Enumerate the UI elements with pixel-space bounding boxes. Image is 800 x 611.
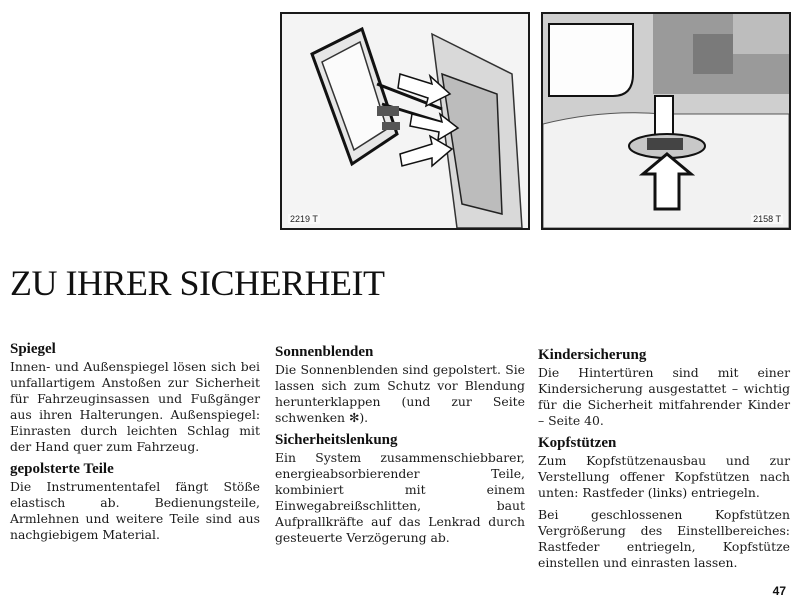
text-gepolsterte-teile: Die Instrumententafel fängt Stöße elastisch ab. Bedienungsteile, Armlehnen und weitere Teile sind aus nachgiebigem Material. bbox=[10, 479, 260, 542]
column-left bbox=[10, 341, 260, 549]
column-right bbox=[538, 347, 790, 577]
text-spiegel: Innen- und Außenspiegel lösen sich bei unfallartigem Anstoßen zur Sicherheit für Fahrzeuginsassen und Fußgänger aus ihren Halterungen. Außenspiegel: Einrasten durch leichten Schlag mit der Hand quer zum Fahrzeug. bbox=[10, 359, 260, 454]
interior-mirror-illustration bbox=[282, 14, 528, 228]
column-middle bbox=[275, 344, 525, 552]
heading-kindersicherung: Kindersicherung bbox=[538, 347, 647, 363]
heading-spiegel: Spiegel bbox=[10, 341, 56, 357]
headrest-illustration bbox=[543, 14, 789, 228]
heading-sicherheitslenkung: Sicherheitslenkung bbox=[275, 432, 398, 448]
heading-sonnenblenden: Sonnenblenden bbox=[275, 344, 374, 360]
text-kopfstuetzen-1: Zum Kopfstützenausbau und zur Verstellung offener Kopfstützen nach unten: Rastfeder (links) entriegeln. bbox=[538, 453, 790, 500]
heading-kopfstuetzen: Kopfstützen bbox=[538, 435, 617, 451]
page-number: 47 bbox=[772, 584, 786, 598]
text-kindersicherung: Die Hintertüren sind mit einer Kindersicherung ausgestattet – wichtig für die Sicherheit mitfahrender Kinder – Seite 40. bbox=[538, 365, 790, 428]
text-kopfstuetzen-2: Bei geschlossenen Kopfstützen Vergrößerung des Einstellbereiches: Rastfeder entriegeln, Kopfstütze einstellen und einrasten lassen. bbox=[538, 507, 790, 570]
text-sonnenblenden: Die Sonnenblenden sind gepolstert. Sie lassen sich zum Schutz vor Blendung herunterklappen (und zur Seite schwenken ✻). bbox=[275, 362, 525, 425]
heading-gepolsterte-teile: gepolsterte Teile bbox=[10, 461, 114, 477]
figure-headrest bbox=[541, 12, 791, 230]
text-sicherheitslenkung: Ein System zusammenschiebbarer, energieabsorbierender Teile, kombiniert mit einem Einwegabreißschlitten, baut Aufprallkräfte auf das Lenkrad durch gesteuerte Verzögerung ab. bbox=[275, 450, 525, 545]
figure-code: 2158 T bbox=[753, 214, 781, 224]
page-title: ZU IHRER SICHERHEIT bbox=[10, 263, 385, 303]
figure-mirror bbox=[280, 12, 530, 230]
figure-code: 2219 T bbox=[290, 214, 318, 224]
